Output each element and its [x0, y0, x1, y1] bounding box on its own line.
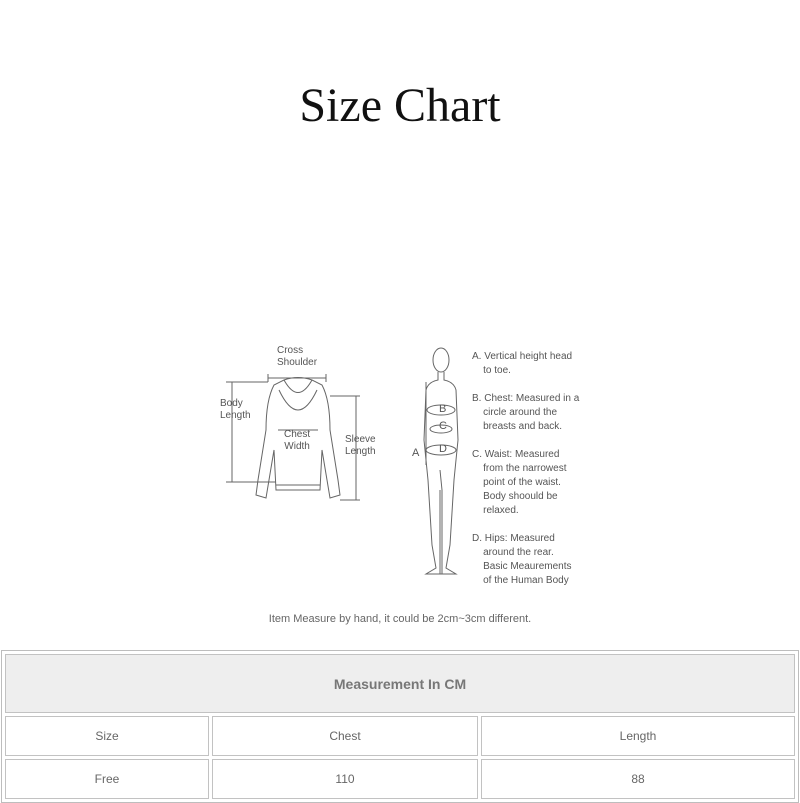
legend-item-c: C. Waist: Measured from the narrowest point of the waist. Body shoould be relaxed. [472, 449, 567, 516]
cell-length: 88 [481, 759, 795, 799]
marker-b: B [439, 403, 447, 415]
garment-and-body-illustration [0, 330, 800, 600]
column-header-length: Length [481, 716, 795, 756]
sleeve-length-label: Sleeve Length [345, 434, 376, 457]
page-title: Size Chart [299, 79, 501, 132]
marker-d: D [439, 443, 447, 455]
legend-item-a: A. Vertical height head to toe. [472, 351, 573, 376]
column-header-size: Size [5, 716, 209, 756]
column-header-chest: Chest [212, 716, 478, 756]
table-header: Measurement In CM [5, 654, 795, 713]
marker-c: C [439, 420, 447, 432]
table-header-row [5, 716, 795, 756]
marker-a: A [412, 447, 420, 459]
cell-chest: 110 [212, 759, 478, 799]
legend-item-d: D. Hips: Measured around the rear. Basic Meaurements of the Human Body [472, 533, 572, 586]
table-row [5, 759, 795, 799]
measurement-figure [0, 330, 800, 600]
measure-note: Item Measure by hand, it could be 2cm~3cm different. [268, 613, 532, 625]
legend-item-b: B. Chest: Measured in a circle around the breasts and back. [472, 393, 580, 432]
measurement-table [1, 650, 799, 803]
body-length-label: Body Length [220, 398, 251, 421]
human-body-outline [424, 348, 458, 574]
cell-size: Free [5, 759, 209, 799]
cross-shoulder-label: Cross Shoulder [277, 345, 318, 368]
chest-width-label: Chest Width [284, 429, 311, 452]
